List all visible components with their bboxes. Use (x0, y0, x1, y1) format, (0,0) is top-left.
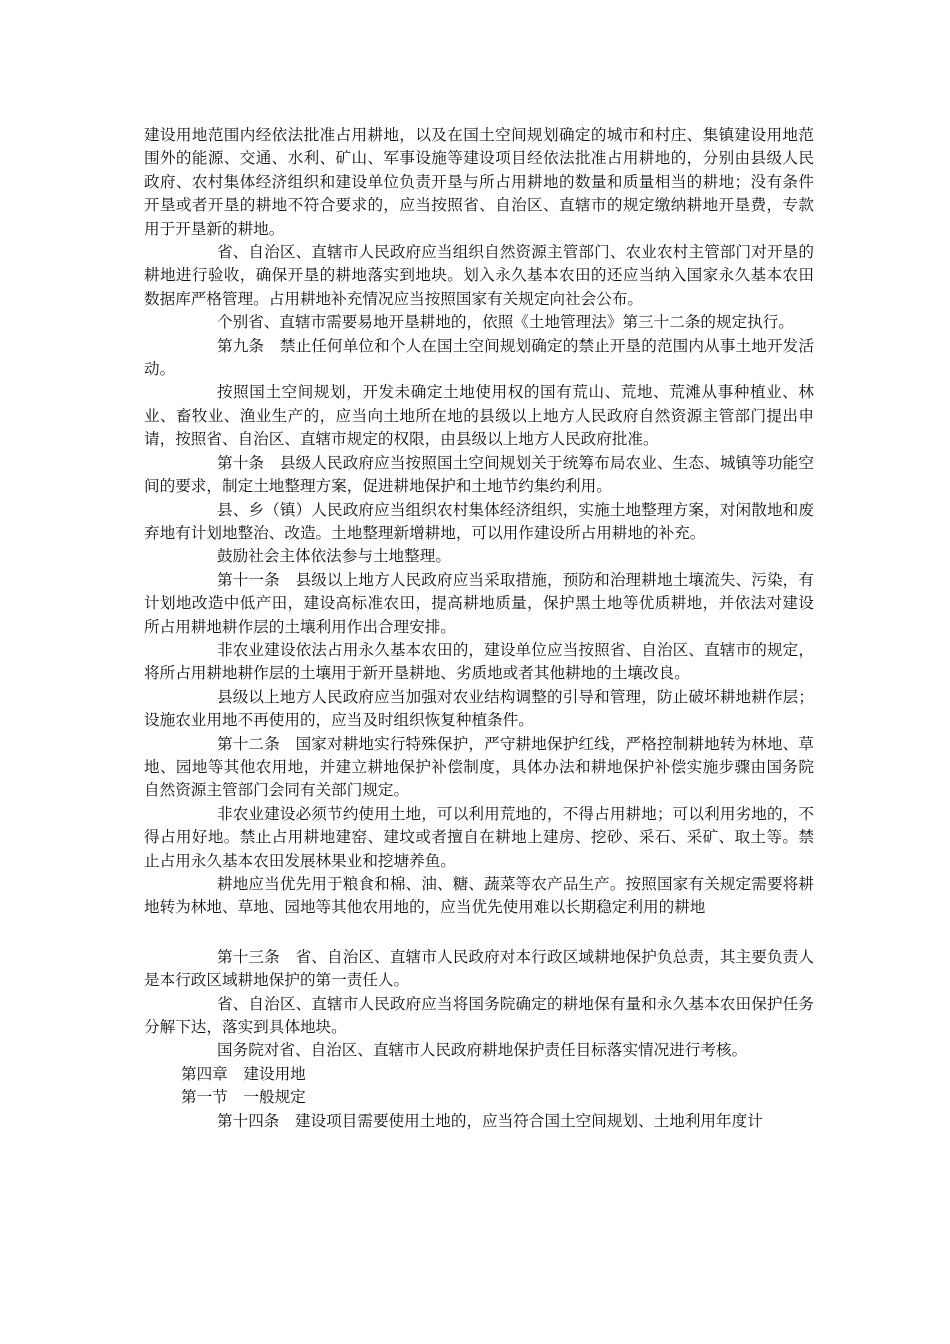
paragraph-11: 县级以上地方人民政府应当加强对农业结构调整的引导和管理，防止破坏耕地耕作层；设施农业用地不再使用的，应当及时组织恢复种植条件。 (144, 687, 814, 730)
document-page (144, 124, 814, 1133)
article-11: 第十一条 县级以上地方人民政府应当采取措施，预防和治理耕地土壤流失、污染，有计划地改造中低产田，建设高标准农田，提高耕地质量，保护黑土地等优质耕地，并依法对建设所占用耕地耕作层的土壤利用作出合理安排。 (144, 570, 814, 636)
chapter-heading: 第四章 建设用地 (181, 1064, 306, 1083)
paragraph-7: 县、乡（镇）人民政府应当组织农村集体经济组织，实施土地整理方案，对闲散地和废弃地有计划地整治、改造。土地整理新增耕地，可以用作建设所占用耕地的补充。 (144, 500, 814, 542)
blank-line (144, 920, 814, 946)
article-12: 第十二条 国家对耕地实行特殊保护，严守耕地保护红线，严格控制耕地转为林地、草地、园地等其他农用地，并建立耕地保护补偿制度，具体办法和耕地保护补偿实施步骤由国务院自然资源主管部门会同有关部门规定。 (144, 734, 814, 800)
paragraph-8: 鼓励社会主体依法参与土地整理。 (217, 547, 451, 566)
paragraph-2: 省、自治区、直辖市人民政府应当组织自然资源主管部门、农业农村主管部门对开垦的耕地进行验收，确保开垦的耕地落实到地块。划入永久基本农田的还应当纳入国家永久基本农田数据库严格管理。占用耕地补充情况应当按照国家有关规定向社会公布。 (144, 243, 814, 308)
paragraph-16: 省、自治区、直辖市人民政府应当将国务院确定的耕地保有量和永久基本农田保护任务分解下达，落实到具体地块。 (144, 994, 814, 1037)
paragraph-5: 按照国土空间规划，开发未确定土地使用权的国有荒山、荒地、荒滩从事种植业、林业、畜牧业、渔业生产的，应当向土地所在地的县级以上地方人民政府自然资源主管部门提出申请，按照省、自治区、直辖市规定的权限，由县级以上地方人民政府批准。 (144, 383, 814, 449)
article-10: 第十条 县级人民政府应当按照国土空间规划关于统筹布局农业、生态、城镇等功能空间的要求，制定土地整理方案，促进耕地保护和土地节约集约利用。 (144, 453, 814, 496)
paragraph-17: 国务院对省、自治区、直辖市人民政府耕地保护责任目标落实情况进行考核。 (217, 1041, 748, 1060)
article-13: 第十三条 省、自治区、直辖市人民政府对本行政区域耕地保护负总责，其主要负责人是本行政区域耕地保护的第一责任人。 (144, 947, 814, 990)
article-14: 第十四条 建设项目需要使用土地的，应当符合国土空间规划、土地利用年度计 (217, 1111, 763, 1130)
article-9: 第九条 禁止任何单位和个人在国土空间规划确定的禁止开垦的范围内从事土地开发活动。 (144, 336, 814, 379)
paragraph-10: 非农业建设依法占用永久基本农田的，建设单位应当按照省、自治区、直辖市的规定，将所占用耕地耕作层的土壤用于新开垦耕地、劣质地或者其他耕地的土壤改良。 (144, 640, 814, 683)
paragraph-1: 建设用地范围内经依法批准占用耕地，以及在国土空间规划确定的城市和村庄、集镇建设用地范围外的能源、交通、水利、矿山、军事设施等建设项目经依法批准占用耕地的，分别由县级人民政府、农村集体经济组织和建设单位负责开垦与所占用耕地的数量和质量相当的耕地；没有条件开垦或者开垦的耕地不符合要求的，应当按照省、自治区、直辖市的规定缴纳耕地开垦费，专款用于开垦新的耕地。 (144, 126, 814, 238)
paragraph-14: 耕地应当优先用于粮食和棉、油、糖、蔬菜等农产品生产。按照国家有关规定需要将耕地转为林地、草地、园地等其他农用地的，应当优先使用难以长期稳定利用的耕地 (144, 875, 814, 917)
paragraph-13: 非农业建设必须节约使用土地，可以利用荒地的，不得占用耕地；可以利用劣地的，不得占用好地。禁止占用耕地建窑、建坟或者擅自在耕地上建房、挖砂、采石、采矿、取土等。禁止占用永久基本农田发展林果业和挖塘养鱼。 (144, 804, 814, 870)
paragraph-3: 个别省、直辖市需要易地开垦耕地的，依照《土地管理法》第三十二条的规定执行。 (217, 313, 794, 332)
section-heading: 第一节 一般规定 (181, 1088, 306, 1107)
